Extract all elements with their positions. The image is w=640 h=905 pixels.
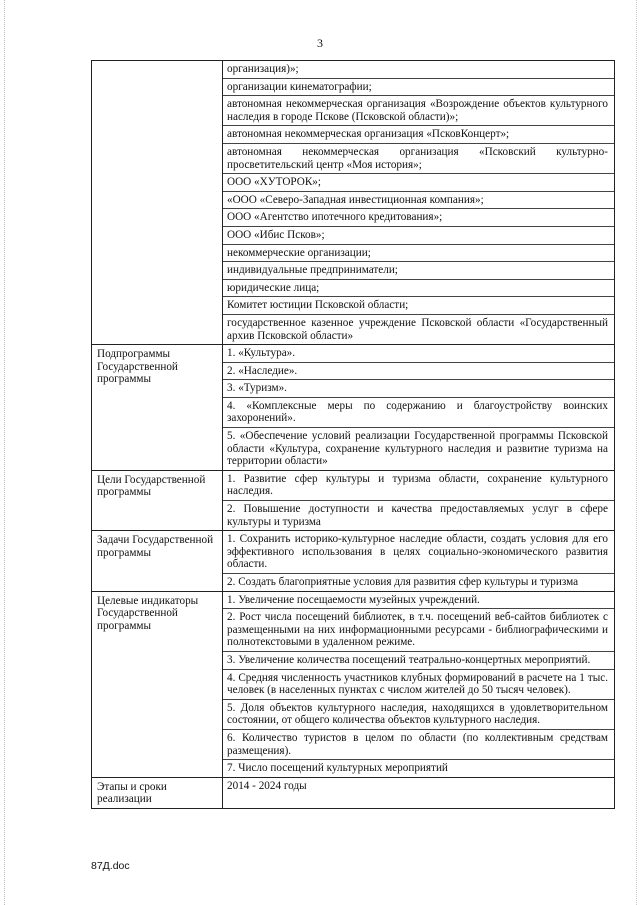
list-item: ООО «ХУТОРОК»; — [223, 173, 614, 191]
list-item: 1. Развитие сфер культуры и туризма области, сохранение культурного наследия. — [227, 472, 608, 498]
row-content — [223, 470, 615, 530]
list-item: индивидуальные предприниматели; — [223, 261, 614, 279]
row-label: Этапы и сроки реализации — [92, 777, 223, 808]
program-passport-table — [91, 60, 615, 809]
row-content — [223, 61, 615, 345]
list-item: некоммерческие организации; — [223, 244, 614, 262]
list-item: 1. «Культура». — [227, 347, 296, 360]
list-item: 2. Создать благоприятные условия для развития сфер культуры и туризма — [223, 573, 614, 591]
list-item: 5. «Обеспечение условий реализации Государственной программы Псковской области «Культура, сохранение культурного наследия и развитие туризма на территории области» — [223, 427, 614, 470]
row-content — [223, 777, 615, 808]
list-item: 1. Увеличение посещаемости музейных учреждений. — [227, 593, 480, 606]
scan-edge-left — [4, 0, 6, 905]
list-item: 2. Рост числа посещений библиотек, в т.ч. посещений веб-сайтов библиотек с размещенными на них информационными ресурсами - библиографическими и полнотекстовыми в удаленном режиме. — [223, 608, 614, 651]
table-row — [92, 345, 615, 471]
list-item: «ООО «Северо-Западная инвестиционная компания»; — [223, 191, 614, 209]
row-label: Цели Государственной программы — [92, 470, 223, 530]
list-item: 2. «Наследие». — [223, 362, 614, 380]
table-row — [92, 470, 615, 530]
list-item: Комитет юстиции Псковской области; — [223, 296, 614, 314]
row-label: Целевые индикаторы Государственной программы — [92, 591, 223, 777]
list-item: 2014 - 2024 годы — [227, 779, 307, 792]
list-item: 3. «Туризм». — [223, 379, 614, 397]
list-item: ООО «Ибис Псков»; — [223, 226, 614, 244]
list-item: организации кинематографии; — [223, 78, 614, 96]
list-item: автономная некоммерческая организация «ПсковКонцерт»; — [223, 125, 614, 143]
list-item: 7. Число посещений культурных мероприятий — [223, 759, 614, 777]
document-footer-filename: 87Д.doc — [91, 860, 130, 872]
row-content — [223, 345, 615, 471]
list-item: 2. Повышение доступности и качества предоставляемых услуг в сфере культуры и туризма — [223, 500, 614, 530]
list-item: государственное казенное учреждение Псковской области «Государственный архив Псковской области» — [223, 314, 614, 344]
row-content — [223, 591, 615, 777]
list-item: автономная некоммерческая организация «Возрождение объектов культурного наследия в городе Пскове (Псковской области)»; — [223, 95, 614, 125]
table-row — [92, 61, 615, 345]
list-item: 1. Сохранить историко-культурное наследие области, создать условия для его эффективного использования в целях социально-экономического развития области. — [227, 533, 608, 571]
list-item: ООО «Агентство ипотечного кредитования»; — [223, 208, 614, 226]
row-content — [223, 531, 615, 591]
table-row — [92, 531, 615, 591]
list-item: 3. Увеличение количества посещений театрально-концертных мероприятий. — [223, 651, 614, 669]
list-item: 4. «Комплексные меры по содержанию и благоустройству воинских захоронений». — [223, 397, 614, 427]
row-label: Подпрограммы Государственной программы — [92, 345, 223, 471]
page-number: 3 — [317, 36, 323, 50]
list-item: 5. Доля объектов культурного наследия, находящихся в удовлетворительном состоянии, от общего количества объектов культурного наследия. — [223, 699, 614, 729]
list-item: юридические лица; — [223, 279, 614, 297]
scan-edge-right — [636, 0, 638, 905]
row-label: Задачи Государственной программы — [92, 531, 223, 591]
table-row — [92, 777, 615, 808]
row-label — [92, 61, 223, 345]
list-item: 6. Количество туристов в целом по области (по коллективным средствам размещения). — [223, 729, 614, 759]
list-item: организация)»; — [227, 63, 299, 75]
list-item: 4. Средняя численность участников клубных формирований в расчете на 1 тыс. человек (в населенных пунктах с числом жителей до 50 тысяч человек). — [223, 669, 614, 699]
table-row — [92, 591, 615, 777]
list-item: автономная некоммерческая организация «Псковский культурно-просветительский центр «Моя история»; — [223, 143, 614, 173]
